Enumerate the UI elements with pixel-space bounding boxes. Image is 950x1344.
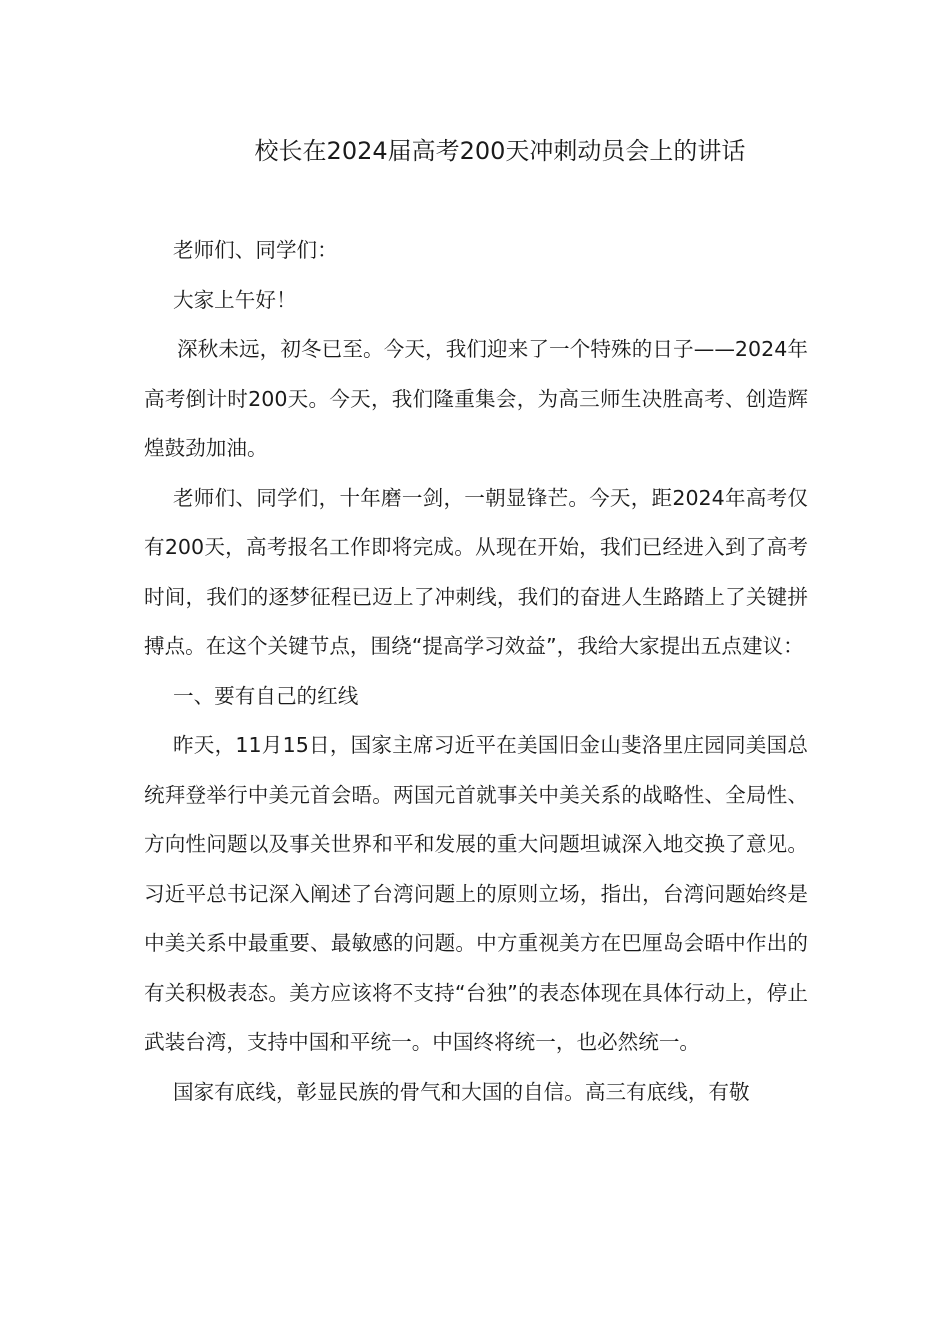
document-body	[144, 226, 808, 1117]
paragraph-bottom-line: 国家有底线，彰显民族的骨气和大国的自信。高三有底线，有敬	[173, 1079, 750, 1104]
paragraph-summit: 昨天，11月15日，国家主席习近平在美国旧金山斐洛里庄园同美国总统拜登举行中美元首会晤。两国元首就事关中美关系的战略性、全局性、方向性问题以及事关世界和平和发展的重大问题坦诚深入地交换了意见。习近平总书记深入阐述了台湾问题上的原则立场，指出，台湾问题始终是中美关系中最重要、最敏感的问题。中方重视美方在巴厘岛会晤中作出的有关积极表态。美方应该将不支持“台独”的表态体现在具体行动上，停止武装台湾，支持中国和平统一。中国终将统一，也必然统一。	[144, 733, 808, 1054]
paragraph-opening: 深秋未远，初冬已至。今天，我们迎来了一个特殊的日子——2024年高考倒计时200天。今天，我们隆重集会，为高三师生决胜高考、创造辉煌鼓劲加油。	[144, 337, 808, 460]
document-title: 校长在2024届高考200天冲刺动员会上的讲话	[254, 137, 746, 165]
greeting: 大家上午好！	[173, 287, 297, 312]
paragraph-suggestions-intro: 老师们、同学们，十年磨一剑，一朝显锋芒。今天，距2024年高考仅有200天，高考报名工作即将完成。从现在开始，我们已经进入到了高考时间，我们的逐梦征程已迈上了冲刺线，我们的奋进人生路踏上了关键拼搏点。在这个关键节点，围绕“提高学习效益”，我给大家提出五点建议：	[144, 485, 808, 658]
section-heading-1: 一、要有自己的红线	[173, 683, 359, 708]
salutation: 老师们、同学们：	[173, 238, 338, 262]
